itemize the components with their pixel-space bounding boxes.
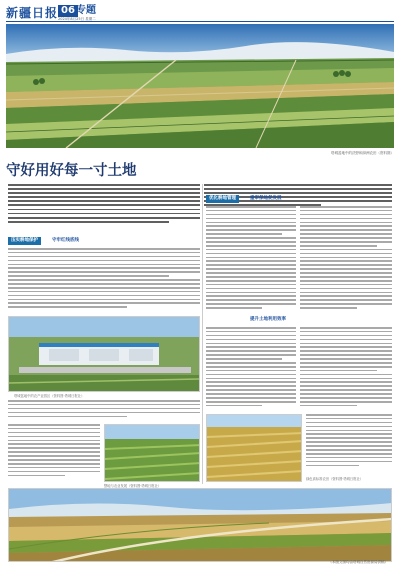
left-bottom-photo-caption: 整地与农业发展（资料图·塔城日报社） [104,484,162,488]
intro-paragraph [8,184,200,230]
section-title-right-top: 重审保地促发展 [250,196,282,201]
section-name: 专题 [76,5,96,16]
right-mid-body-a [206,327,296,411]
left-column-lower-body [8,424,100,482]
hero-caption: 塔城盆地中的沃野和绿洲农田（资料图） [331,151,394,155]
end-note: （本版文图均由塔城自然资源局供稿） [328,560,388,564]
hero-aerial-photo [6,24,394,148]
industrial-park-caption: 塔城盆地中的农产业园区（资料图·塔城日报社） [14,394,85,398]
masthead-rule [6,21,394,22]
page-number: 06 [58,5,78,17]
newspaper-logo: 新疆日报 [6,6,59,20]
industrial-park-photo [8,316,200,392]
landscape-road-photo [8,488,392,562]
section-label-right-top: 优化耕地管理 [206,195,239,203]
left-body-text [8,248,200,312]
industrial-park-image [9,317,200,392]
main-headline: 守好用好每一寸土地 [6,162,137,179]
crop-field-photo-left [104,424,200,482]
crop-field-image-right [207,415,302,482]
landscape-road-image [9,489,392,562]
right-top-body-a [206,206,296,314]
issue-date: 2024年8月25日 星期二 [58,17,96,21]
section-title-left: 守牢红线底线 [52,238,79,243]
left-lower-text [8,400,200,420]
masthead [6,4,394,22]
crop-field-photo-right [206,414,302,482]
crop-field-image-left [105,425,200,482]
right-mid-body-b [300,327,392,411]
farmland-aerial-image [6,24,394,148]
section-label-left: 压实耕地保护 [8,237,41,245]
right-top-body-b [300,206,392,314]
right-lower-body [306,414,392,472]
column-divider [202,184,203,484]
crop-field-caption: 绿色高标准农田（资料图·塔城日报社） [306,477,364,481]
section-title-right-mid: 提升土地利用效率 [250,317,286,322]
